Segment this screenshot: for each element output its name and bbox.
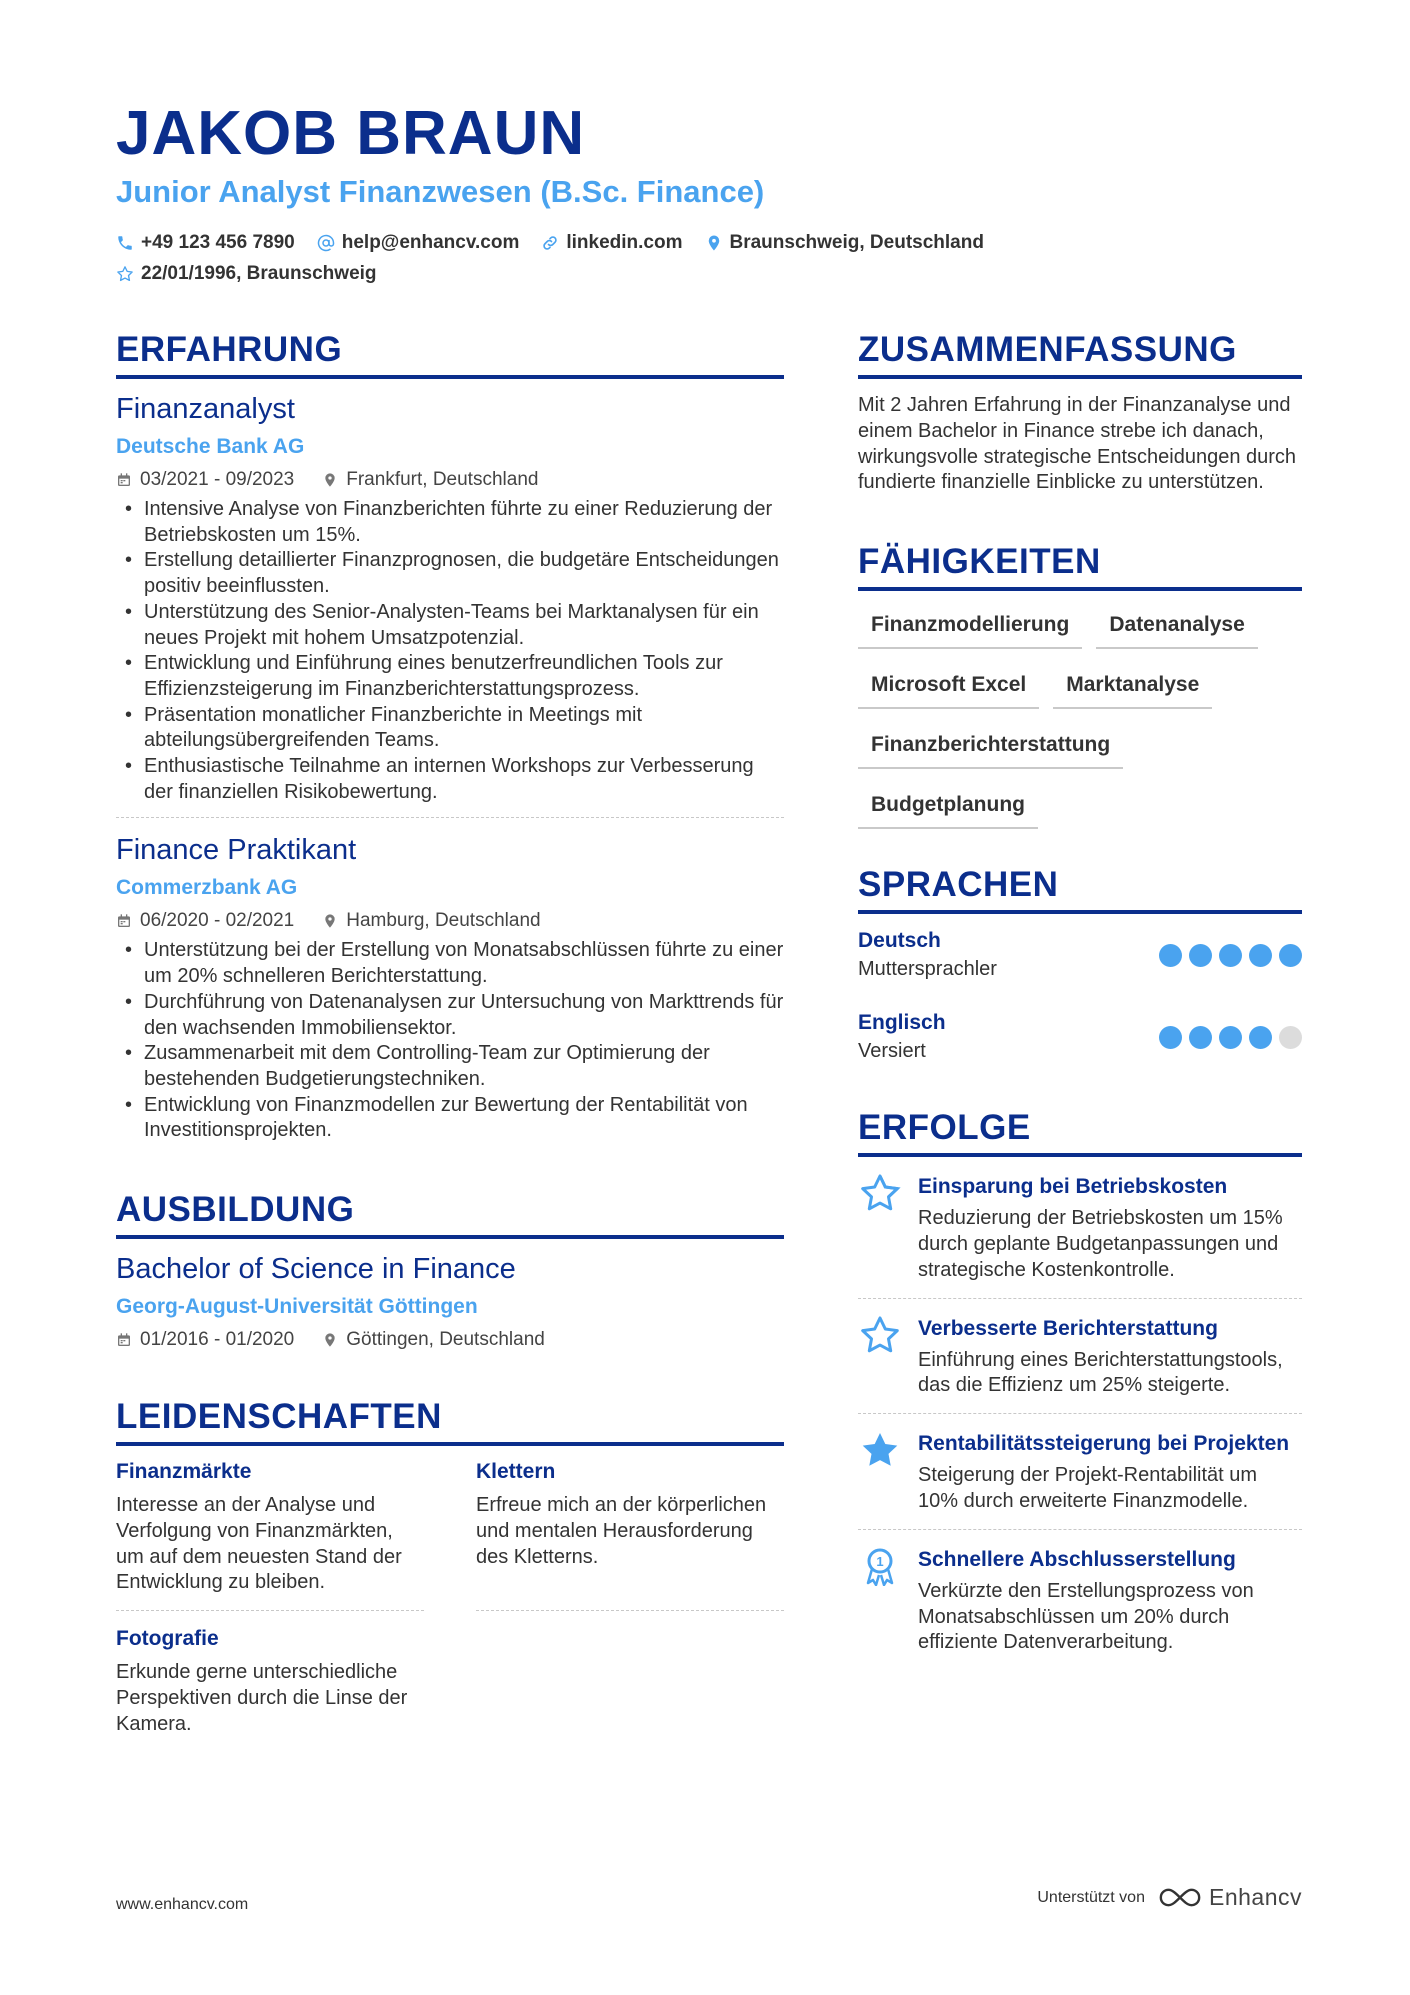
section-title-languages: SPRACHEN bbox=[858, 865, 1302, 914]
section-title-summary: ZUSAMMENFASSUNG bbox=[858, 330, 1302, 379]
degree: Bachelor of Science in Finance bbox=[116, 1253, 516, 1286]
bullet-item: • Unterstützung bei der Erstellung von Monatsabschlüssen führte zu einer um 20% schnelleren Berichterstattung. bbox=[116, 938, 784, 989]
job-company: Commerzbank AG bbox=[116, 876, 298, 900]
language-rating bbox=[1152, 1026, 1302, 1049]
contact-location: Braunschweig, Deutschland bbox=[705, 232, 984, 254]
skill-tag: Datenanalyse bbox=[1096, 603, 1257, 649]
contact-phone[interactable]: +49 123 456 7890 bbox=[116, 232, 295, 254]
at-icon bbox=[317, 234, 335, 252]
achievement-text: Verkürzte den Erstellungsprozess von Monatsabschlüssen um 20% durch effiziente Datenverarbeitung. bbox=[918, 1579, 1254, 1654]
link-icon bbox=[541, 234, 559, 252]
rating-dot-filled bbox=[1249, 1026, 1272, 1049]
passions-grid bbox=[116, 1446, 784, 1768]
passion-text: Interesse an der Analyse und Verfolgung von Finanzmärkten, um auf dem neuesten Stand der Entwicklung zu bleiben. bbox=[116, 1494, 402, 1594]
job-location: Frankfurt, Deutschland bbox=[346, 469, 539, 490]
star-icon bbox=[116, 265, 134, 283]
candidate-name: JAKOB BRAUN bbox=[116, 99, 586, 168]
passion-title: Klettern bbox=[476, 1460, 556, 1484]
bullet-item: • Präsentation monatlicher Finanzberichte in Meetings mit abteilungsübergreifenden Teams. bbox=[116, 703, 784, 754]
phone-icon bbox=[116, 234, 134, 252]
rating-dot-filled bbox=[1219, 1026, 1242, 1049]
education-location: Göttingen, Deutschland bbox=[346, 1329, 545, 1351]
job-bullets bbox=[116, 497, 784, 805]
rating-dot-filled bbox=[1219, 944, 1242, 967]
skill-tag: Budgetplanung bbox=[858, 783, 1038, 829]
contact-bar bbox=[116, 228, 1316, 290]
job-location: Hamburg, Deutschland bbox=[346, 910, 541, 932]
rating-dot-empty bbox=[1279, 1026, 1302, 1049]
school: Georg-August-Universität Göttingen bbox=[116, 1295, 478, 1319]
bullet-item: • Entwicklung von Finanzmodellen zur Bewertung der Rentabilität von Investitionsprojekten. bbox=[116, 1093, 784, 1144]
section-title-passions: LEIDENSCHAFTEN bbox=[116, 1397, 784, 1446]
footer-powered-by bbox=[1037, 1884, 1302, 1911]
job-company: Deutsche Bank AG bbox=[116, 435, 305, 458]
bullet-item: • Durchführung von Datenanalysen zur Untersuchung von Markttrends für den wachsenden Immobiliensektor. bbox=[116, 990, 784, 1041]
bullet-item: • Enthusiastische Teilnahme an internen Workshops zur Verbesserung der finanziellen Risikobewertung. bbox=[116, 754, 784, 805]
star-outline-icon bbox=[858, 1173, 902, 1213]
job-title: Finanzanalyst bbox=[116, 393, 295, 425]
achievement-text: Reduzierung der Betriebskosten um 15% durch geplante Budgetanpassungen und strategische Kostenkontrolle. bbox=[918, 1207, 1283, 1281]
language-level: Versiert bbox=[858, 1040, 926, 1063]
language-item bbox=[858, 914, 1302, 996]
left-column bbox=[116, 330, 784, 1768]
passion-text: Erkunde gerne unterschiedliche Perspektiven durch die Linse der Kamera. bbox=[116, 1661, 408, 1735]
achievement-item bbox=[858, 1299, 1302, 1415]
enhancv-logo-icon bbox=[1157, 1885, 1203, 1910]
job-entry bbox=[116, 379, 784, 818]
star-outline-icon bbox=[858, 1315, 902, 1355]
section-title-experience: ERFAHRUNG bbox=[116, 330, 784, 379]
job-bullets bbox=[116, 938, 784, 1144]
achievement-item bbox=[858, 1157, 1302, 1298]
achievement-title: Rentabilitätssteigerung bei Projekten bbox=[918, 1432, 1290, 1456]
achievement-title: Verbesserte Berichterstattung bbox=[918, 1316, 1218, 1340]
star-filled-icon bbox=[858, 1430, 902, 1470]
right-column bbox=[858, 330, 1302, 1670]
job-dates: 03/2021 - 09/2023 bbox=[140, 469, 295, 490]
calendar-icon bbox=[116, 472, 132, 488]
contact-birth: 22/01/1996, Braunschweig bbox=[116, 263, 377, 285]
calendar-icon bbox=[116, 1332, 132, 1348]
language-name: Deutsch bbox=[858, 929, 941, 953]
achievement-title: Schnellere Abschlusserstellung bbox=[918, 1547, 1236, 1571]
job-dates: 06/2020 - 02/2021 bbox=[140, 910, 295, 932]
rating-dot-filled bbox=[1189, 1026, 1212, 1049]
location-pin-icon bbox=[322, 472, 338, 488]
job-meta bbox=[116, 910, 784, 932]
passion-text: Erfreue mich an der körperlichen und mentalen Herausforderung des Kletterns. bbox=[476, 1494, 767, 1568]
passion-item bbox=[476, 1460, 784, 1611]
rating-dot-filled bbox=[1159, 1026, 1182, 1049]
location-pin-icon bbox=[705, 234, 723, 252]
achievement-item bbox=[858, 1530, 1302, 1670]
section-title-skills: FÄHIGKEITEN bbox=[858, 542, 1302, 591]
svg-text:1: 1 bbox=[876, 1553, 884, 1569]
education-entry bbox=[116, 1239, 784, 1351]
rating-dot-filled bbox=[1279, 944, 1302, 967]
rating-dot-filled bbox=[1189, 944, 1212, 967]
bullet-item: • Unterstützung des Senior-Analysten-Teams bei Marktanalysen für ein neues Projekt mit hohem Umsatzpotenzial. bbox=[116, 600, 784, 651]
rating-dot-filled bbox=[1249, 944, 1272, 967]
education-dates: 01/2016 - 01/2020 bbox=[140, 1329, 295, 1351]
language-level: Muttersprachler bbox=[858, 958, 997, 981]
footer-website[interactable]: www.enhancv.com bbox=[116, 1896, 249, 1913]
language-rating bbox=[1152, 944, 1302, 967]
skill-tag: Microsoft Excel bbox=[858, 663, 1039, 709]
contact-email[interactable]: help@enhancv.com bbox=[317, 232, 520, 254]
skills-list bbox=[858, 591, 1302, 843]
candidate-title: Junior Analyst Finanzwesen (B.Sc. Finance) bbox=[116, 174, 765, 209]
job-meta bbox=[116, 469, 784, 491]
contact-linkedin[interactable]: linkedin.com bbox=[541, 232, 682, 254]
location-pin-icon bbox=[322, 913, 338, 929]
achievement-text: Steigerung der Projekt-Rentabilität um 10% durch erweiterte Finanzmodelle. bbox=[918, 1464, 1258, 1512]
bullet-item: • Intensive Analyse von Finanzberichten führte zu einer Reduzierung der Betriebskosten um 15%. bbox=[116, 497, 784, 548]
passion-title: Fotografie bbox=[116, 1627, 219, 1651]
language-name: Englisch bbox=[858, 1011, 946, 1035]
skill-tag: Finanzmodellierung bbox=[858, 603, 1082, 649]
section-title-achievements: ERFOLGE bbox=[858, 1108, 1302, 1157]
achievement-title: Einsparung bei Betriebskosten bbox=[918, 1175, 1228, 1199]
education-meta bbox=[116, 1329, 784, 1351]
achievement-text: Einführung eines Berichterstattungstools, das die Effizienz um 25% steigerte. bbox=[918, 1348, 1283, 1397]
passion-item bbox=[116, 1627, 424, 1751]
brand-name: Enhancv bbox=[1208, 1884, 1302, 1910]
bullet-item: • Entwicklung und Einführung eines benutzerfreundlichen Tools zur Effizienzsteigerung im Finanzberichterstattungsprozess. bbox=[116, 651, 784, 702]
passion-item bbox=[116, 1460, 424, 1611]
job-entry bbox=[116, 818, 784, 1144]
language-item bbox=[858, 996, 1302, 1078]
powered-by-label: Unterstützt von bbox=[1037, 1888, 1145, 1906]
summary-text: Mit 2 Jahren Erfahrung in der Finanzanalyse und einem Bachelor in Finance strebe ich danach, wirkungsvolle strategische Entscheidungen durch fundierte finanzielle Einblicke zu unterstützen. bbox=[858, 394, 1297, 494]
rating-dot-filled bbox=[1159, 944, 1182, 967]
job-title: Finance Praktikant bbox=[116, 834, 357, 867]
location-pin-icon bbox=[322, 1332, 338, 1348]
bullet-item: • Erstellung detaillierter Finanzprognosen, die budgetäre Entscheidungen positiv beeinflussten. bbox=[116, 548, 784, 599]
award-ribbon-icon bbox=[858, 1546, 902, 1586]
achievement-item bbox=[858, 1414, 1302, 1530]
skill-tag: Finanzberichterstattung bbox=[858, 723, 1123, 769]
calendar-icon bbox=[116, 913, 132, 929]
skill-tag: Marktanalyse bbox=[1053, 663, 1212, 709]
bullet-item: • Zusammenarbeit mit dem Controlling-Team zur Optimierung der bestehenden Budgetierungstechniken. bbox=[116, 1041, 784, 1092]
section-title-education: AUSBILDUNG bbox=[116, 1190, 784, 1239]
passion-title: Finanzmärkte bbox=[116, 1460, 252, 1484]
